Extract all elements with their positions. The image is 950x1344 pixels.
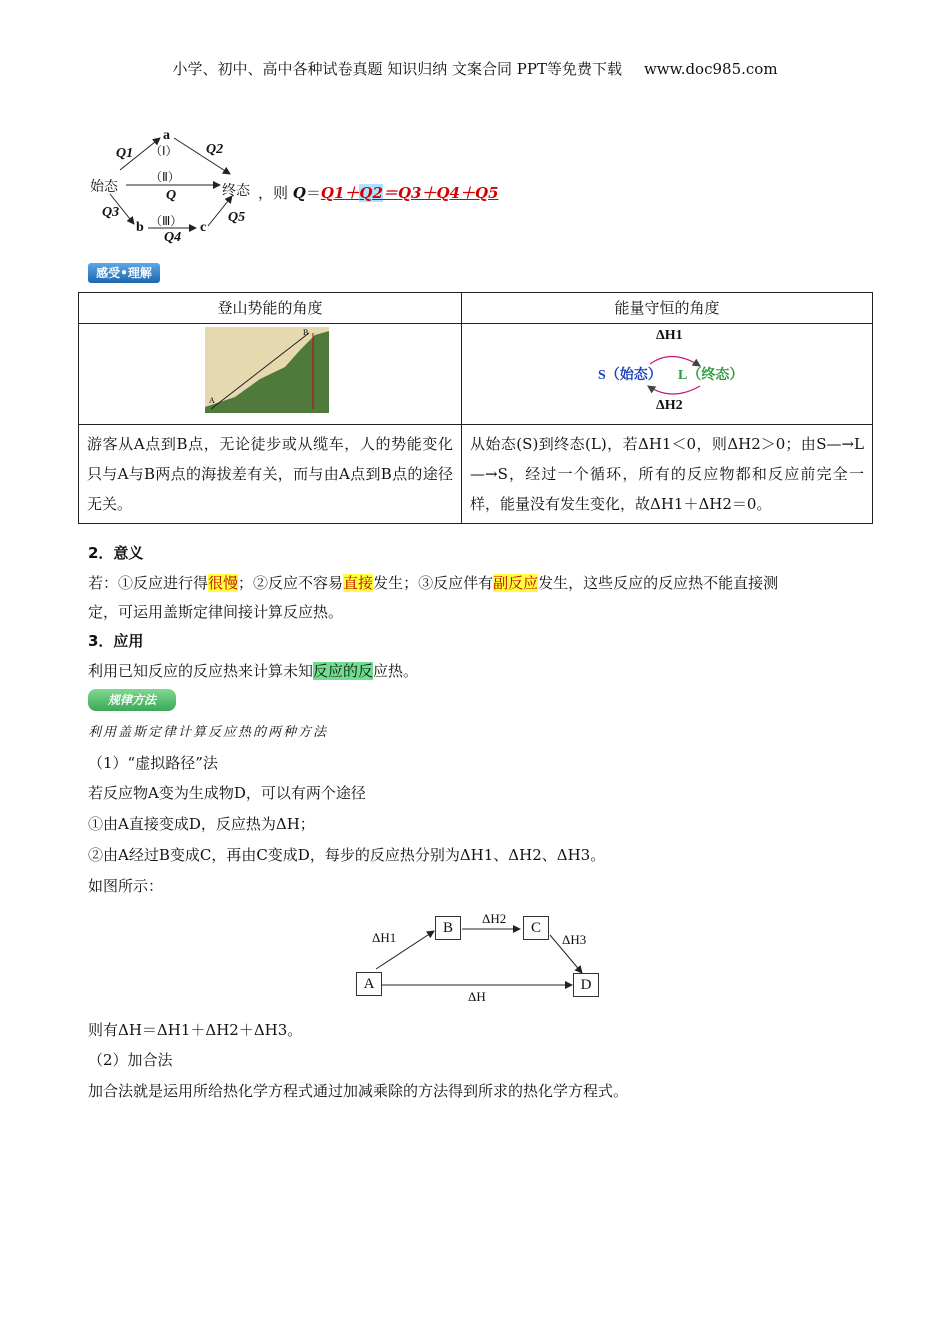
badge-method: 规律方法 xyxy=(88,689,176,711)
section2-title: 2．意义 xyxy=(88,544,144,562)
q5-label: Q5 xyxy=(228,210,246,225)
node-c: C xyxy=(523,916,549,940)
hess-formula xyxy=(258,182,499,203)
mountain-text: 游客从A点到B点，无论徒步或从缆车，人的势能变化只与A与B两点的海拔差有关，而与由A点到B点的途径无关。 xyxy=(79,425,462,524)
method1-line5: 则有ΔH＝ΔH1＋ΔH2＋ΔH3。 xyxy=(88,1021,303,1039)
table-header-mountain: 登山势能的角度 xyxy=(79,293,462,324)
highlight-slow: 很慢 xyxy=(208,574,239,592)
cycle-dh2: ΔH2 xyxy=(656,398,683,413)
section2-line2: 定，可运用盖斯定律间接计算反应热。 xyxy=(88,603,344,621)
section3-line xyxy=(88,661,418,681)
label-dh: ΔH xyxy=(468,989,486,1004)
route2-label: （Ⅱ） xyxy=(150,170,180,184)
node-a: A xyxy=(356,972,382,996)
q2-label: Q2 xyxy=(206,142,224,157)
mountain-point-b: B xyxy=(303,328,309,337)
cycle-s: S（始态） xyxy=(598,368,662,383)
label-dh1: ΔH1 xyxy=(372,930,397,945)
formula-eq2: ＝ xyxy=(382,184,398,202)
section2-text-c: ；②反应不容易 xyxy=(238,574,344,592)
q-label: Q xyxy=(166,188,177,203)
formula-q4: Q4 xyxy=(436,184,460,202)
q4-label: Q4 xyxy=(164,230,182,245)
mountain-point-a: A xyxy=(209,396,215,405)
highlight-side-reaction: 副反应 xyxy=(493,574,539,592)
highlight-direct: 直接 xyxy=(343,574,374,592)
page-header xyxy=(0,58,950,79)
formula-plus3: ＋ xyxy=(459,184,475,202)
badge-understanding: 感受•理解 xyxy=(88,263,160,283)
state-a-label: a xyxy=(163,128,170,143)
formula-prefix: ，则 xyxy=(258,184,293,202)
section2-text-e: 发生；③反应伴有 xyxy=(373,574,494,592)
cycle-l: L（终态） xyxy=(678,368,744,383)
q3-label: Q3 xyxy=(102,205,120,220)
node-b: B xyxy=(435,916,461,940)
formula-q: Q xyxy=(292,184,306,202)
mountain-image-cell xyxy=(79,324,462,425)
section3-title: 3．应用 xyxy=(88,632,144,650)
method2-line: 加合法就是运用所给热化学方程式通过加减乘除的方法得到所求的热化学方程式。 xyxy=(88,1082,629,1100)
formula-q5: Q5 xyxy=(475,184,499,202)
cycle-dh1: ΔH1 xyxy=(656,328,683,343)
formula-eq1: ＝ xyxy=(305,184,321,202)
end-state-label: 终态 xyxy=(222,184,250,199)
start-state-label: 始态 xyxy=(90,180,118,195)
method1-line4: 如图所示： xyxy=(88,877,164,895)
method1-title: （1）“虚拟路径”法 xyxy=(88,754,218,772)
q1-label: Q1 xyxy=(116,146,134,161)
formula-q3: Q3 xyxy=(397,184,422,202)
header-text: 小学、初中、高中各种试卷真题 知识归纳 文案合同 PPT等免费下载 xyxy=(172,60,622,78)
node-d: D xyxy=(573,973,599,997)
formula-q1: Q1 xyxy=(320,184,345,202)
comparison-table xyxy=(78,292,873,524)
label-dh2: ΔH2 xyxy=(482,911,507,926)
state-c-label: c xyxy=(200,220,207,235)
section2-text-g: 发生，这些反应的反应热不能直接测 xyxy=(538,574,779,592)
header-url[interactable]: www.doc985.com xyxy=(643,60,778,78)
method1-line1: 若反应物A变为生成物D，可以有两个途径 xyxy=(88,784,366,802)
method1-line2: ①由A直接变成D，反应热为ΔH； xyxy=(88,815,315,833)
methods-title: 利用盖斯定律计算反应热的两种方法 xyxy=(88,725,329,740)
energy-text: 从始态(S)到终态(L)，若ΔH1＜0，则ΔH2＞0；由S—→L—→S，经过一个循环，所有的反应物都和反应前完全一样，能量没有发生变化，故ΔH1＋ΔH2＝0。 xyxy=(462,425,873,524)
state-b-label: b xyxy=(136,220,144,235)
route3-label: （Ⅲ） xyxy=(150,214,183,228)
section2-line1 xyxy=(88,573,778,593)
method2-title: （2）加合法 xyxy=(88,1051,173,1069)
energy-cycle-cell xyxy=(462,324,873,425)
method1-line3: ②由A经过B变成C，再由C变成D，每步的反应热分别为ΔH1、ΔH2、ΔH3。 xyxy=(88,846,606,864)
highlight-reaction: 反应的反 xyxy=(313,662,374,680)
section3-text-c: 应热。 xyxy=(373,662,419,680)
label-dh3: ΔH3 xyxy=(562,932,587,947)
formula-plus2: ＋ xyxy=(421,184,437,202)
formula-plus1: ＋ xyxy=(344,184,360,202)
section2-text-a: 若：①反应进行得 xyxy=(88,574,209,592)
route1-label: （Ⅰ） xyxy=(150,144,178,158)
table-header-energy: 能量守恒的角度 xyxy=(462,293,873,324)
mountain-image xyxy=(205,327,329,413)
section3-text-a: 利用已知反应的反应热来计算未知 xyxy=(88,662,314,680)
formula-q2: Q2 xyxy=(359,184,383,202)
